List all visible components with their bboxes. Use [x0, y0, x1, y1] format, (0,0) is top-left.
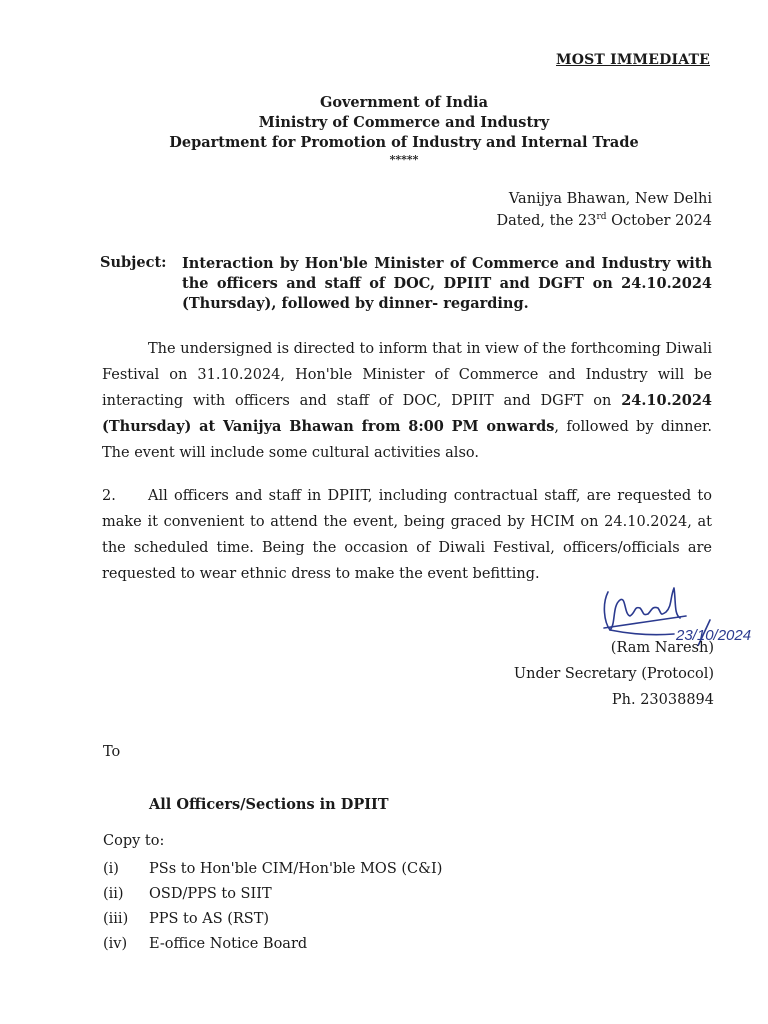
- date-prefix: Dated, the 23: [496, 212, 597, 229]
- header-ministry: Ministry of Commerce and Industry: [258, 114, 550, 131]
- list-item-text: OSD/PPS to SIIT: [149, 886, 272, 902]
- header-government: Government of India: [319, 94, 489, 111]
- signatory-name: (Ram Naresh): [610, 640, 714, 656]
- subject-label: Subject:: [100, 254, 167, 271]
- list-item-number: (iv): [103, 936, 128, 952]
- paragraph-1-bold: 24.10.2024 (Thursday) at Vanijya Bhawan from 8:00 PM onwards: [102, 392, 712, 435]
- paragraph-1-part2: , followed by dinner. The event will include some cultural activities also.: [102, 419, 712, 461]
- date-line: [496, 212, 712, 229]
- signature-date: 23/10/2024: [676, 627, 752, 644]
- paragraph-2: [102, 483, 712, 587]
- copy-to-label: Copy to:: [103, 833, 165, 849]
- signature-scribble-icon: [590, 584, 766, 646]
- list-item-number: (iii): [103, 911, 129, 927]
- list-item-text: E-office Notice Board: [149, 936, 308, 952]
- paragraph-2-text: All officers and staff in DPIIT, including contractual staff, are requested to make it convenient to attend the event, being graced by HCIM on 24.10.2024, at the scheduled time. Being the occasion of Diwali Festival, officers/officials are requested to wear ethnic dress to make the event befitting.: [102, 488, 712, 582]
- priority-label: MOST IMMEDIATE: [556, 52, 710, 68]
- list-item-text: PPS to AS (RST): [149, 911, 270, 927]
- list-item: [103, 907, 442, 932]
- signatory-phone: Ph. 23038894: [611, 692, 714, 708]
- copy-to-list: [103, 857, 442, 957]
- paragraph-1-part1: The undersigned is directed to inform that in view of the forthcoming Diwali Festival on 31.10.2024, Hon'ble Minister of Commerce and Industry will be interacting with officers and staff of DOC, DPIIT and DGFT on: [102, 341, 712, 409]
- list-item: [103, 932, 442, 957]
- place-line: Vanijya Bhawan, New Delhi: [508, 191, 712, 207]
- header-department: Department for Promotion of Industry and Internal Trade: [169, 134, 639, 151]
- addressee: All Officers/Sections in DPIIT: [149, 796, 389, 813]
- subject-text: Interaction by Hon'ble Minister of Commerce and Industry with the officers and staff of DOC, DPIIT and DGFT on 24.10.2024 (Thursday), followed by dinner- regarding.: [182, 255, 712, 312]
- list-item-text: PSs to Hon'ble CIM/Hon'ble MOS (C&I): [149, 861, 443, 877]
- list-item-number: (i): [103, 861, 119, 877]
- list-item: [103, 857, 442, 882]
- signatory-designation: Under Secretary (Protocol): [513, 666, 714, 682]
- paragraph-2-number: 2.: [102, 488, 116, 504]
- list-item-number: (ii): [103, 886, 124, 902]
- header-stars: *****: [389, 153, 419, 166]
- date-month-year: October 2024: [606, 212, 712, 229]
- date-suffix-sup: rd: [596, 212, 607, 222]
- to-label: To: [103, 744, 121, 760]
- list-item: [103, 882, 442, 907]
- paragraph-1: [102, 336, 712, 466]
